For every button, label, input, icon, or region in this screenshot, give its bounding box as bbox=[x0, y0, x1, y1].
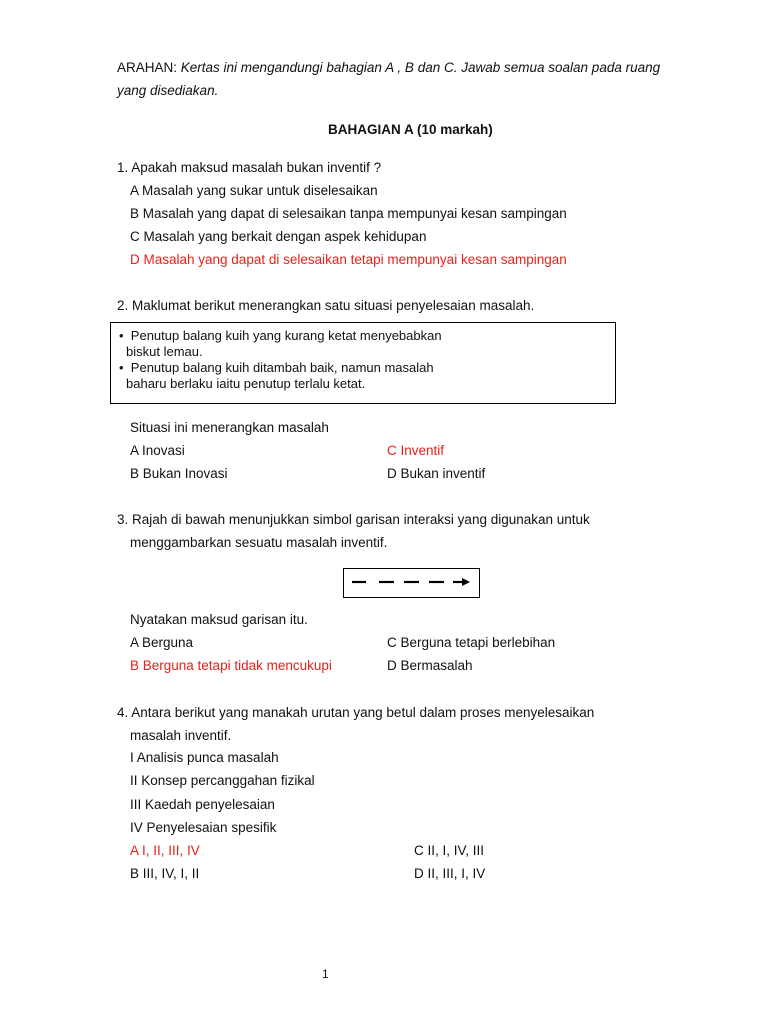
q3-option-b-answer: B Berguna tetapi tidak mencukupi bbox=[130, 658, 332, 673]
dashed-arrow-icon bbox=[344, 569, 479, 597]
instructions-text-1: Kertas ini mengandungi bahagian A , B dan C. bbox=[180, 60, 458, 75]
q2-bullet-1-line-1: Penutup balang kuih yang kurang ketat menyebabkan bbox=[130, 328, 442, 343]
page-number: 1 bbox=[322, 967, 329, 981]
q4-item-4: IV Penyelesaian spesifik bbox=[130, 820, 277, 835]
q4-option-d: D II, III, I, IV bbox=[414, 866, 486, 881]
q1-option-c: C Masalah yang berkait dengan aspek kehidupan bbox=[130, 229, 427, 244]
q3-symbol-box bbox=[343, 568, 480, 598]
q2-info-box bbox=[110, 322, 616, 404]
q3-option-c: C Berguna tetapi berlebihan bbox=[387, 635, 556, 650]
q2-option-a: A Inovasi bbox=[130, 443, 185, 458]
instructions-text-2: Jawab semua soalan pada ruang bbox=[461, 60, 661, 75]
q2-question: 2. Maklumat berikut menerangkan satu situasi penyelesaian masalah. bbox=[117, 298, 535, 313]
q3-question-line-1: 3. Rajah di bawah menunjukkan simbol garisan interaksi yang digunakan untuk bbox=[117, 512, 590, 527]
q2-bullet-1 bbox=[119, 328, 442, 343]
q4-question-line-1: 4. Antara berikut yang manakah urutan yang betul dalam proses menyelesaikan bbox=[117, 705, 595, 720]
section-title: BAHAGIAN A (10 markah) bbox=[328, 122, 493, 137]
q4-item-1: I Analisis punca masalah bbox=[130, 750, 279, 765]
q3-prompt: Nyatakan maksud garisan itu. bbox=[130, 612, 308, 627]
q1-question: 1. Apakah maksud masalah bukan inventif ? bbox=[117, 160, 382, 175]
q2-bullet-2-line-1: Penutup balang kuih ditambah baik, namun masalah bbox=[130, 360, 434, 375]
q2-option-d: D Bukan inventif bbox=[387, 466, 486, 481]
q3-option-a: A Berguna bbox=[130, 635, 194, 650]
q4-option-b: B III, IV, I, II bbox=[130, 866, 200, 881]
q1-option-b: B Masalah yang dapat di selesaikan tanpa mempunyai kesan sampingan bbox=[130, 206, 567, 221]
q2-prompt: Situasi ini menerangkan masalah bbox=[130, 420, 329, 435]
q2-bullet-2-line-2: baharu berlaku iaitu penutup terlalu ketat. bbox=[126, 376, 366, 391]
instructions-label: ARAHAN: bbox=[117, 60, 178, 75]
bullet-icon: • bbox=[119, 328, 124, 343]
q2-bullet-1-line-2: biskut lemau. bbox=[126, 344, 203, 359]
instructions-line-2: yang disediakan. bbox=[117, 83, 219, 98]
q4-item-2: II Konsep percanggahan fizikal bbox=[130, 773, 315, 788]
instructions-line-1 bbox=[117, 60, 660, 75]
q2-bullet-2 bbox=[119, 360, 434, 375]
q4-question-line-2: masalah inventif. bbox=[130, 728, 232, 743]
q4-item-3: III Kaedah penyelesaian bbox=[130, 797, 275, 812]
q1-option-a: A Masalah yang sukar untuk diselesaikan bbox=[130, 183, 378, 198]
q3-question-line-2: menggambarkan sesuatu masalah inventif. bbox=[130, 535, 388, 550]
q4-option-c: C II, I, IV, III bbox=[414, 843, 485, 858]
q2-option-b: B Bukan Inovasi bbox=[130, 466, 228, 481]
q1-option-d-answer: D Masalah yang dapat di selesaikan tetapi mempunyai kesan sampingan bbox=[130, 252, 567, 267]
q3-option-d: D Bermasalah bbox=[387, 658, 473, 673]
q2-option-c-answer: C Inventif bbox=[387, 443, 445, 458]
q4-option-a-answer: A I, II, III, IV bbox=[130, 843, 200, 858]
bullet-icon: • bbox=[119, 360, 124, 375]
